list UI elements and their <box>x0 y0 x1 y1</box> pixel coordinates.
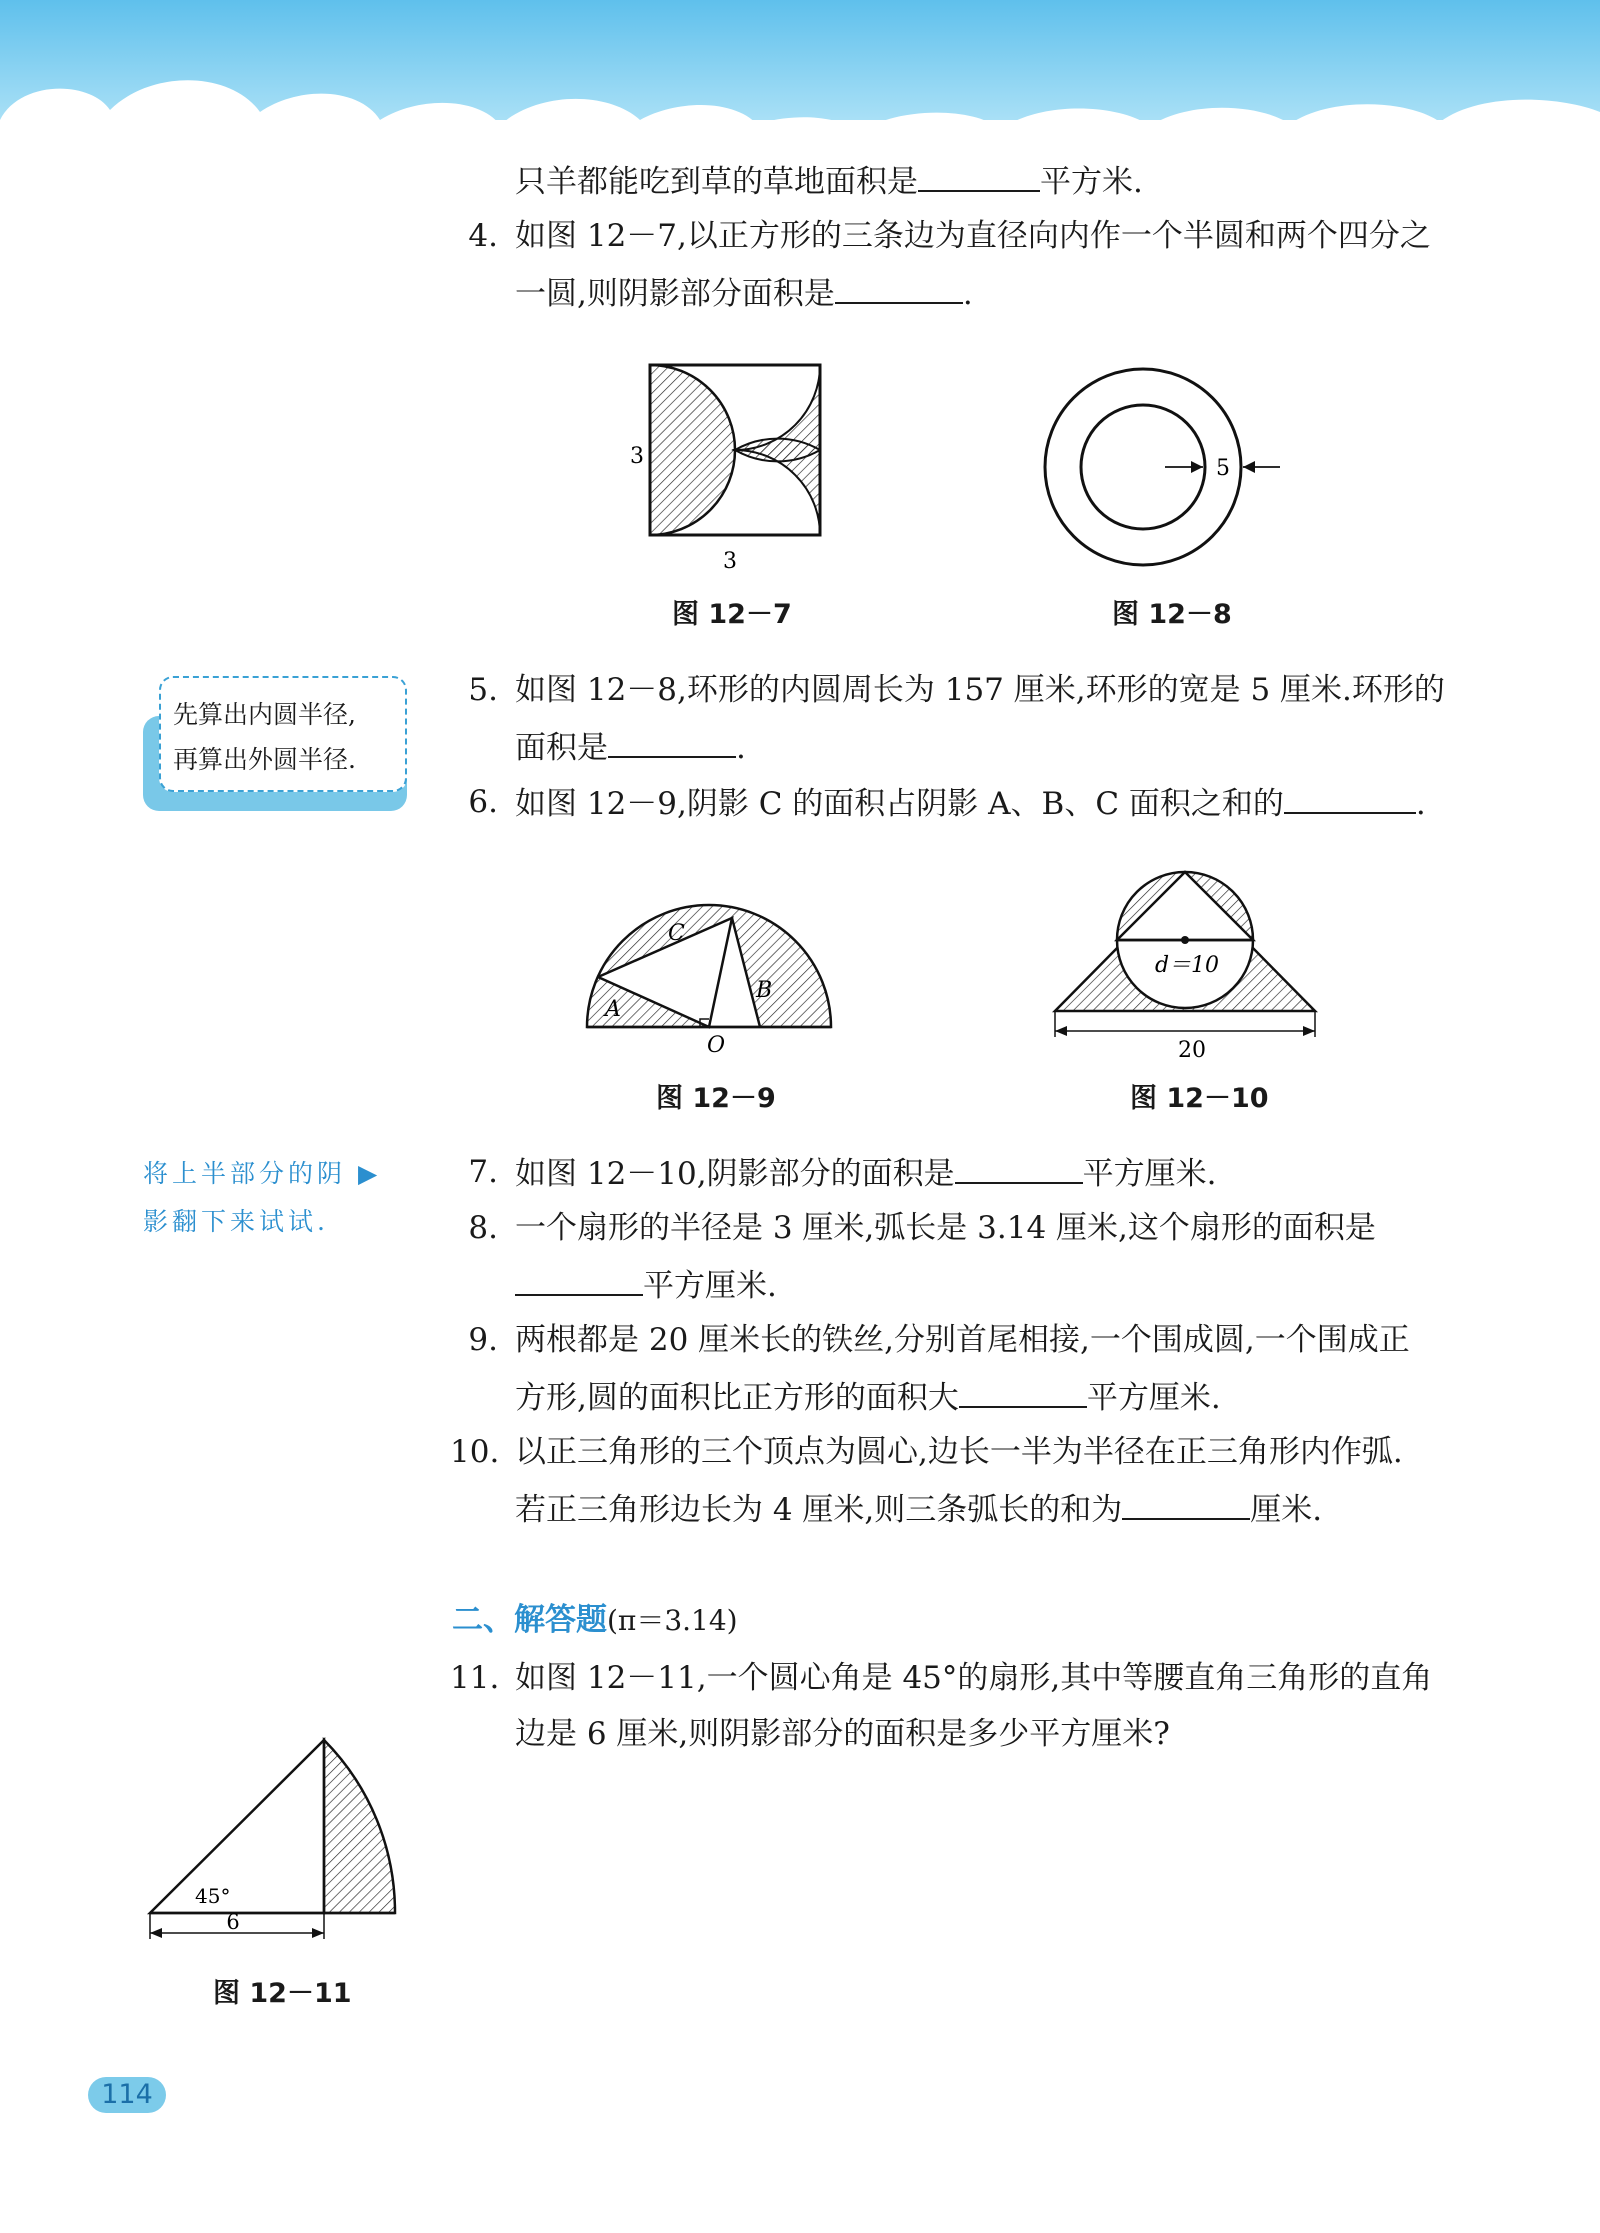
q4-text: 一圆,则阴影部分面积是 <box>515 276 835 312</box>
arrow-icon <box>1303 1026 1315 1036</box>
outer-circle <box>1045 369 1241 565</box>
q4-line1: 如图 12－7,以正方形的三条边为直径向内作一个半圆和两个四分之 <box>515 218 1431 254</box>
q11-line1: 如图 12－11,一个圆心角是 45°的扇形,其中等腰直角三角形的直角 <box>515 1660 1433 1696</box>
label-b: B <box>756 978 773 1003</box>
q5-text: 面积是 <box>515 730 608 766</box>
answer-blank[interactable] <box>1284 782 1416 814</box>
q10-text: 若正三角形边长为 4 厘米,则三条弧长的和为 <box>515 1492 1123 1528</box>
hint-note <box>143 676 407 811</box>
q9-line1: 两根都是 20 厘米长的铁丝,分别首尾相接,一个围成圆,一个围成正 <box>515 1322 1410 1358</box>
base-label: 6 <box>226 1910 240 1934</box>
q9-line2 <box>515 1376 1221 1418</box>
label-o: O <box>707 1033 726 1058</box>
right-triangle <box>150 1740 324 1913</box>
q5-period: . <box>736 730 746 766</box>
answer-blank[interactable] <box>955 1152 1083 1184</box>
answer-blank[interactable] <box>835 272 963 304</box>
arrow-icon <box>1055 1026 1067 1036</box>
side-label: 3 <box>630 444 644 469</box>
q5-line2 <box>515 726 746 768</box>
tip-line: 影翻下来试试. <box>143 1207 329 1236</box>
figure-12-8 <box>1040 365 1300 575</box>
center-dot <box>1181 936 1189 944</box>
q8-unit: 平方厘米. <box>643 1268 777 1304</box>
q10-unit: 厘米. <box>1250 1492 1323 1528</box>
note-line: 再算出外圆半径. <box>173 745 356 774</box>
question-number: 6. <box>468 784 498 820</box>
question-number: 7. <box>468 1154 498 1190</box>
q4-line2 <box>515 272 973 314</box>
figure-caption: 图 12－10 <box>1130 1083 1269 1114</box>
width-label: 5 <box>1216 456 1230 481</box>
q6-period: . <box>1415 786 1426 822</box>
q9-text: 方形,圆的面积比正方形的面积大 <box>515 1380 959 1416</box>
bottom-label: 3 <box>723 549 737 574</box>
q8-line1: 一个扇形的半径是 3 厘米,弧长是 3.14 厘米,这个扇形的面积是 <box>515 1210 1376 1246</box>
q10-line1: 以正三角形的三个顶点为圆心,边长一半为半径在正三角形内作弧. <box>515 1434 1403 1470</box>
arrow-icon <box>150 1928 162 1938</box>
shaded-half-circle <box>650 365 735 535</box>
figure-caption: 图 12－7 <box>672 599 792 630</box>
note-line: 先算出内圆半径, <box>173 700 356 729</box>
note-card <box>159 676 407 792</box>
arrow-icon <box>312 1928 324 1938</box>
angle-label: 45° <box>195 1884 231 1908</box>
question-number: 5. <box>468 672 498 708</box>
figure-caption: 图 12－8 <box>1112 599 1232 630</box>
q3-text: 只羊都能吃到草的草地面积是 <box>515 164 918 200</box>
figure-caption: 图 12－11 <box>213 1978 352 2009</box>
answer-blank[interactable] <box>959 1376 1087 1408</box>
section-note: (π＝3.14) <box>607 1604 738 1637</box>
base-label: 20 <box>1178 1038 1206 1063</box>
q7-line1 <box>515 1152 1216 1194</box>
q7-text: 如图 12－10,阴影部分的面积是 <box>515 1156 955 1192</box>
answer-blank[interactable] <box>608 726 736 758</box>
q6-line1 <box>515 782 1426 824</box>
q8-line2 <box>515 1264 777 1306</box>
figure-12-11 <box>140 1725 410 1965</box>
q5-line1: 如图 12－8,环形的内圆周长为 157 厘米,环形的宽是 5 厘米.环形的 <box>515 672 1445 708</box>
header-banner <box>0 0 1600 150</box>
answer-blank[interactable] <box>515 1264 643 1296</box>
q10-line2 <box>515 1488 1322 1530</box>
page-number: 114 <box>88 2077 166 2113</box>
q4-period: . <box>962 276 973 312</box>
question-number: 10. <box>450 1434 500 1470</box>
figure-12-7 <box>620 355 840 595</box>
section-title: 二、解答题 <box>452 1602 607 1638</box>
shaded-region <box>324 1740 395 1913</box>
label-a: A <box>605 997 621 1022</box>
diameter-label: d＝10 <box>1154 953 1220 978</box>
arrow-icon <box>1243 461 1255 473</box>
q9-unit: 平方厘米. <box>1086 1380 1221 1416</box>
question-number: 8. <box>468 1210 498 1246</box>
q11-line2: 边是 6 厘米,则阴影部分的面积是多少平方厘米? <box>515 1716 1170 1752</box>
q3-tail <box>515 160 1143 202</box>
arrow-icon <box>1191 461 1203 473</box>
tip-line: 将上半部分的阴 ▶ <box>143 1159 382 1188</box>
side-tip <box>143 1150 381 1246</box>
question-number: 9. <box>468 1322 498 1358</box>
q6-text: 如图 12－9,阴影 C 的面积占阴影 A、B、C 面积之和的 <box>515 786 1284 822</box>
figure-12-10 <box>1050 865 1330 1063</box>
q7-unit: 平方厘米. <box>1082 1156 1217 1192</box>
answer-blank[interactable] <box>918 160 1040 192</box>
section-heading <box>452 1600 738 1641</box>
q3-unit: 平方米. <box>1040 164 1143 200</box>
answer-blank[interactable] <box>1122 1488 1250 1520</box>
question-number: 11. <box>450 1660 500 1696</box>
label-c: C <box>668 921 685 946</box>
figure-12-9 <box>580 870 840 1058</box>
figure-caption: 图 12－9 <box>656 1083 776 1114</box>
question-number: 4. <box>468 218 498 254</box>
